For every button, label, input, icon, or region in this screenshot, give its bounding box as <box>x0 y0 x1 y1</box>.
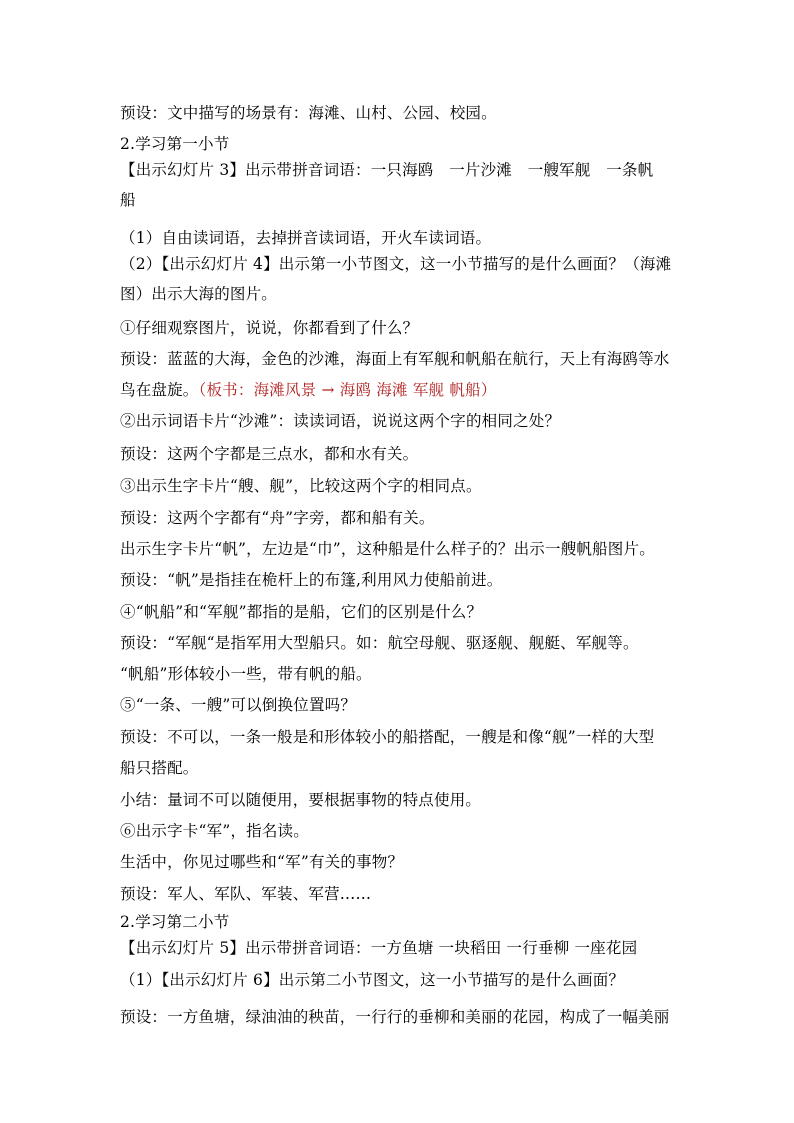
summary-line: 小结：量词不可以随便用，要根据事物的特点使用。 <box>120 791 482 809</box>
step-slide6-line: （1）【出示幻灯片 6】出示第二小节图文，这一小节描写的是什么画面？ <box>120 971 625 989</box>
preset-sea-text: 鸟在盘旋。 <box>120 381 199 399</box>
section-heading-second: 2.学习第二小节 <box>120 913 230 931</box>
preset-jun-words: 预设：军人、军队、军装、军营…… <box>120 885 372 903</box>
preset-sea-description-cont <box>120 380 680 400</box>
step-read-words: （1）自由读词语，去掉拼音读词语，开火车读词语。 <box>120 229 492 247</box>
slide5-words-line: 【出示幻灯片 5】出示带拼音词语：一方鱼塘 一块稻田 一行垂柳 一座花园 <box>120 939 638 957</box>
char-card-fan: 出示生字卡片“帆”，左边是“巾”，这种船是什么样子的？出示一艘帆船图片。 <box>120 540 655 558</box>
step-slide4-line-cont: 图）出示大海的图片。 <box>120 285 278 303</box>
char-card-sou-jian: ③出示生字卡片“艘、舰”，比较这两个字的相同点。 <box>120 477 482 495</box>
slide3-words-line: 【出示幻灯片 3】出示带拼音词语：一只海鸥 一片沙滩 一艘军舰 一条帆 <box>120 161 654 179</box>
measure-word-question: ⑤“一条、一艘”可以倒换位置吗？ <box>120 696 357 714</box>
section-heading-first: 2.学习第一小节 <box>120 135 230 153</box>
word-card-shatan: ②出示词语卡片“沙滩”：读读词语，说说这两个字的相同之处？ <box>120 412 561 430</box>
preset-junjian-meaning: 预设：“军舰“是指军用大型船只。如：航空母舰、驱逐舰、舰艇、军舰等。 <box>120 634 639 652</box>
step-slide4-line: （2）【出示幻灯片 4】出示第一小节图文，这一小节描写的是什么画面？（海滩 <box>120 255 672 273</box>
observe-picture-question: ①仔细观察图片，说说，你都看到了什么？ <box>120 319 419 337</box>
preset-water-radical: 预设：这两个字都是三点水，都和水有关。 <box>120 445 419 463</box>
char-card-jun: ⑥出示字卡“军”，指名读。 <box>120 822 309 840</box>
preset-boat-radical: 预设：这两个字都有“舟”字旁，都和船有关。 <box>120 509 435 527</box>
board-note: （板书：海滩风景 → 海鸥 海滩 军舰 帆船） <box>198 381 497 399</box>
preset-measure-words-cont: 船只搭配。 <box>120 759 199 777</box>
preset-fanchuan-meaning: “帆船”形体较小一些，带有帆的船。 <box>120 665 372 683</box>
preset-sea-description: 预设：蓝蓝的大海，金色的沙滩，海面上有军舰和帆船在航行，天上有海鸥等水 <box>120 350 670 368</box>
preset-scenes-line: 预设：文中描写的场景有：海滩、山村、公园、校园。 <box>120 104 497 122</box>
slide3-words-line-cont: 船 <box>120 191 136 209</box>
jun-life-question: 生活中，你见过哪些和“军”有关的事物？ <box>120 853 404 871</box>
fanchuan-junjian-question: ④“帆船”和“军舰”都指的是船，它们的区别是什么？ <box>120 603 483 621</box>
preset-fan-meaning: 预设：“帆”是指挂在桅杆上的布篷,利用风力使船前进。 <box>120 571 503 589</box>
preset-fishpond-description: 预设：一方鱼塘，绿油油的秧苗，一行行的垂柳和美丽的花园，构成了一幅美丽 <box>120 1008 670 1026</box>
preset-measure-words: 预设：不可以，一条一般是和形体较小的船搭配，一艘是和像“舰”一样的大型 <box>120 728 655 746</box>
